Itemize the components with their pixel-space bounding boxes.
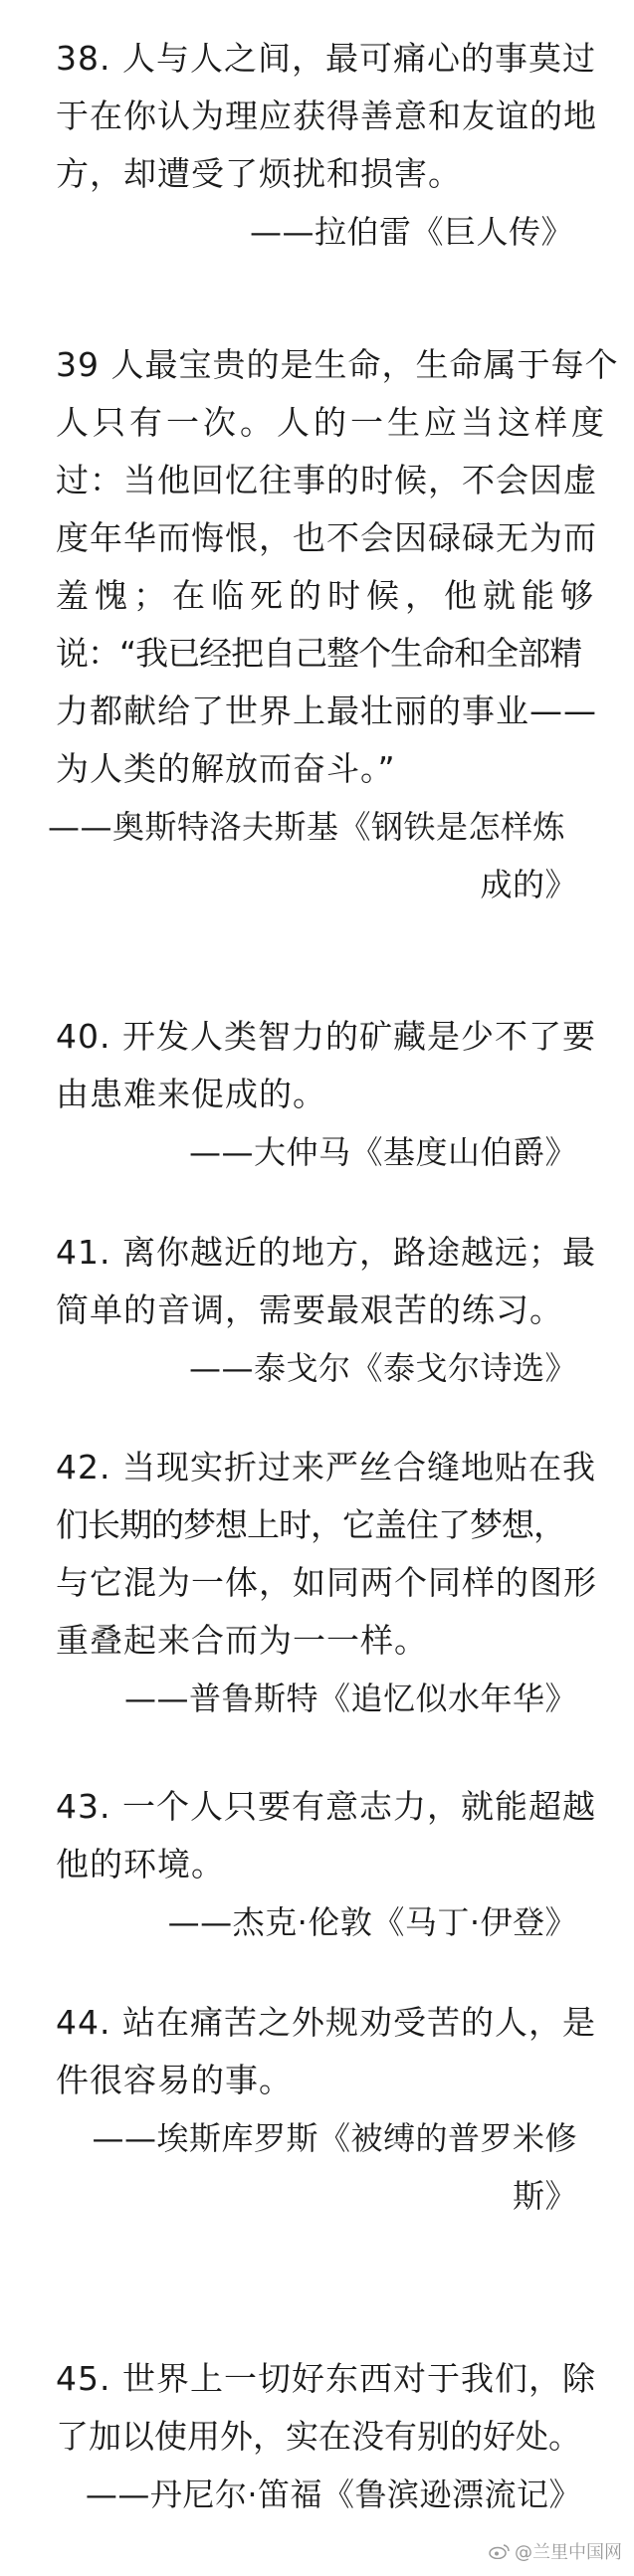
quote-line: 40. 开发人类智力的矿藏是少不了要 [56, 1017, 596, 1056]
quote-attribution: ——埃斯库罗斯《被缚的普罗米修 [92, 2119, 577, 2157]
quote-attribution: 斯》 [512, 2177, 577, 2215]
quote-line: 为人类的解放而奋斗。” [56, 749, 396, 788]
quote-line: 了加以使用外，实在没有别的好处。 [56, 2417, 581, 2456]
quote-43 [56, 1778, 596, 1951]
watermark [489, 2538, 622, 2564]
quote-line: 与它混为一体，如同两个同样的图形 [56, 1563, 597, 1602]
quote-attribution: ——奥斯特洛夫斯基《钢铁是怎样炼 [48, 808, 566, 846]
quote-line: 度年华而悔恨，也不会因碌碌无为而 [56, 518, 597, 557]
quote-line: 力都献给了世界上最壮丽的事业—— [56, 692, 597, 730]
quote-line: 44. 站在痛苦之外规劝受苦的人，是 [56, 2003, 596, 2042]
weibo-icon [489, 2543, 511, 2559]
quote-line: 42. 当现实折过来严丝合缝地贴在我 [56, 1448, 596, 1486]
quote-attribution: ——丹尼尔·笛福《鲁滨逊漂流记》 [85, 2476, 581, 2513]
quote-line: 们长期的梦想上时，它盖住了梦想， [56, 1505, 565, 1544]
watermark-text: @兰里中国网 [515, 2542, 622, 2563]
quote-45 [56, 2350, 596, 2523]
quote-44 [56, 1994, 596, 2225]
quote-line: 43. 一个人只要有意志力，就能超越 [56, 1787, 596, 1826]
quote-line: 39 人最宝贵的是生命，生命属于每个 [56, 345, 619, 384]
quote-line: 38. 人与人之间，最可痛心的事莫过 [56, 39, 596, 78]
quote-39 [48, 336, 619, 913]
quote-line: 过：当他回忆往事的时候，不会因虚 [56, 461, 597, 499]
quote-line: 人只有一次。人的一生应当这样度 [56, 403, 608, 442]
quote-attribution: ——拉伯雷《巨人传》 [249, 213, 573, 251]
quote-line: 简单的音调，需要最艰苦的练习。 [56, 1290, 563, 1329]
quote-line: 于在你认为理应获得善意和友谊的地 [56, 97, 597, 135]
quote-line: 41. 离你越近的地方，路途越远；最 [56, 1233, 596, 1272]
quote-line: 他的环境。 [56, 1845, 225, 1883]
quote-line: 45. 世界上一切好东西对于我们，除 [56, 2359, 596, 2398]
quote-line: 方，却遭受了烦扰和损害。 [56, 154, 462, 193]
quote-line: 说：“我已经把自己整个生命和全部精 [56, 634, 582, 673]
quote-attribution: ——泰戈尔《泰戈尔诗选》 [188, 1349, 577, 1387]
quote-attribution: 成的》 [480, 866, 577, 903]
quote-attribution: ——大仲马《基度山伯爵》 [188, 1133, 577, 1171]
quote-38 [56, 30, 597, 261]
quote-line: 由患难来促成的。 [56, 1075, 326, 1113]
quote-attribution: ——普鲁斯特《追忆似水年华》 [123, 1680, 577, 1717]
quote-42 [56, 1439, 597, 1727]
quote-line: 重叠起来合而为一一样。 [56, 1621, 428, 1660]
quote-41 [56, 1224, 596, 1397]
quote-line: 羞愧；在临死的时候，他就能够 [56, 576, 599, 615]
quote-line: 件很容易的事。 [56, 2061, 293, 2099]
quote-attribution: ——杰克·伦敦《马丁·伊登》 [167, 1903, 577, 1941]
quote-40 [56, 1008, 596, 1181]
